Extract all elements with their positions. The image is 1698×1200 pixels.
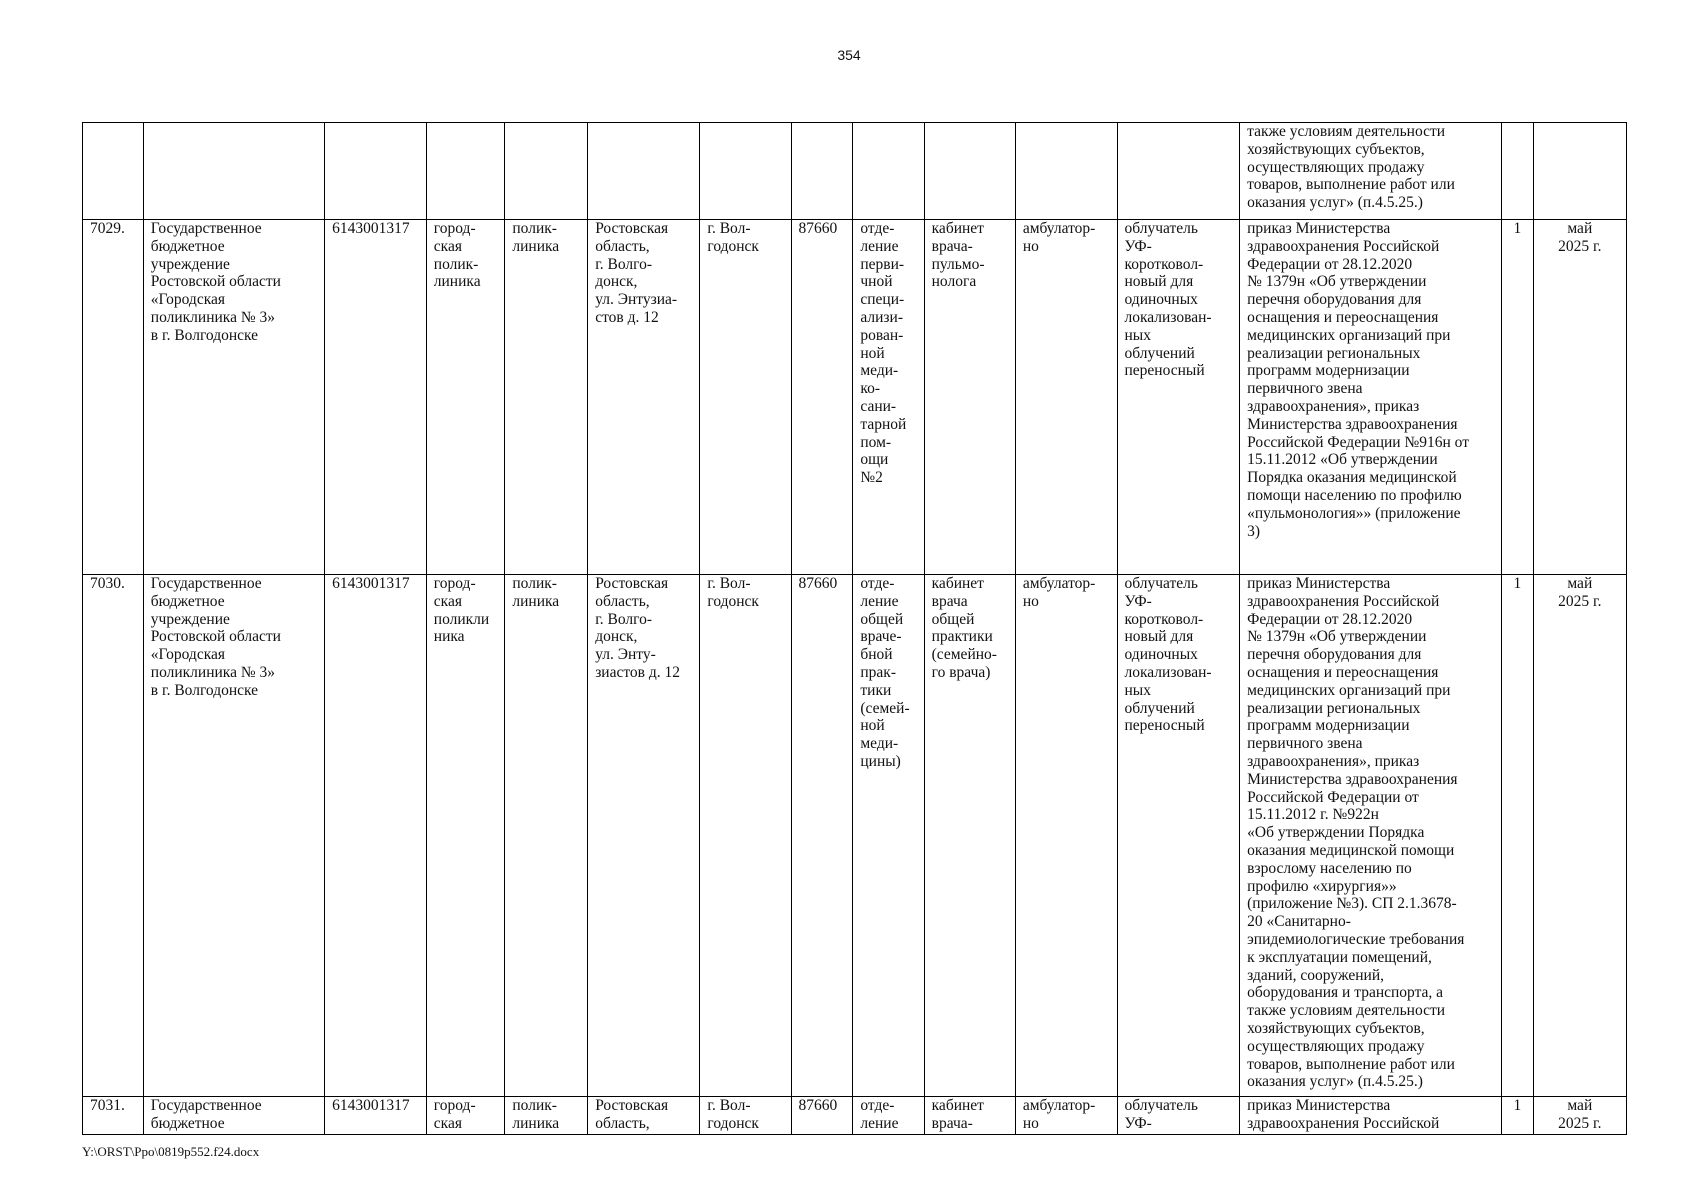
equipment: облучатель УФ- коротковол- новый для одиночных локализован- ных облучений переносный [1124,220,1212,380]
basis-text: приказ Министерства здравоохранения Российской [1247,1097,1440,1132]
cell-inn [325,1097,427,1136]
facility-type: полик- линика [512,1097,560,1132]
city: г. Вол- годонск [707,575,759,610]
cell-city [700,220,791,575]
row-number: 7030. [83,575,144,1097]
inn-value: 6143001317 [332,575,410,592]
quantity: 1 [1513,1097,1522,1114]
cell-facility [505,123,588,220]
city: г. Вол- годонск [707,220,759,255]
department: отде- ление перви- чной специ- ализи- рован- ной меди- ко- сани- тарной пом- ощи №2 [860,220,907,487]
cell-qty [1502,220,1533,575]
cell-code [791,1097,853,1136]
date: май 2025 г. [1558,575,1602,610]
department: отде- ление общей враче- бной прак- тики (семей- ной меди- цины) [860,575,910,770]
basis-text: приказ Министерства здравоохранения Российской Федерации от 28.12.2020 № 1379н «Об утверждении перечня оборудования для оснащения и переоснащения медицинских организаций при реализации региональных программ модернизации первичного звена здравоохранения», приказ Министерства здравоохранения Российской Федерации №916н от 15.11.2012 «Об утверждении Порядка оказания медицинской помощи населению по профилю «пульмонология»» (приложение 3) [1247,220,1469,540]
cell-city [700,1097,791,1136]
cell-inn [325,575,427,1097]
cell-equipment [1117,220,1240,575]
cell-basis [1240,575,1502,1097]
cell-date [1533,575,1626,1097]
cell-code [791,575,853,1097]
table-row [83,220,1627,575]
cell-org-type [426,220,505,575]
cell-code [791,220,853,575]
cell-address [588,1097,700,1136]
cell-department [853,575,924,1097]
room: кабинет врача- пульмо- нолога [931,220,985,291]
cell-care [1015,575,1117,1097]
cell-basis [1240,123,1502,220]
registry-table-viewport [82,122,1627,1135]
org-type: город- ская полик- линика [433,220,481,291]
cell-care [1015,1097,1117,1136]
cell-room [924,220,1015,575]
department: отде- ление [860,1097,899,1132]
table-row [83,1097,1627,1136]
cell-qty [1502,575,1533,1097]
organization-name: Государственное бюджетное учреждение Ростовской области «Городская поликлиника № 3» в г. Волгодонске [150,575,281,699]
cell-address [588,123,700,220]
cell-org [143,575,324,1097]
cell-room [924,1097,1015,1136]
cell-qty [1502,1097,1533,1136]
org-type: город- ская поликли ника [433,575,490,646]
cell-org [143,123,324,220]
care-mode: амбулатор- но [1022,220,1096,255]
room: кабинет врача общей практики (семейно- го врача) [931,575,997,681]
cell-address [588,575,700,1097]
care-mode: амбулатор- но [1022,575,1096,610]
cell-room [924,123,1015,220]
cell-facility [505,575,588,1097]
equipment: облучатель УФ- коротковол- новый для одиночных локализован- ных облучений переносный [1124,575,1212,735]
quantity: 1 [1513,220,1522,237]
document-file-path: Y:\ORST\Ppo\0819p552.f24.docx [82,1144,260,1159]
code: 87660 [798,1097,838,1114]
row-number: 7029. [83,220,144,575]
cell-date [1533,123,1626,220]
date: май 2025 г. [1558,1097,1602,1132]
table-row [83,575,1627,1097]
page-number: 354 [837,47,861,63]
care-mode: амбулатор- но [1022,1097,1096,1132]
cell-date [1533,1097,1626,1136]
cell-org-type [426,1097,505,1136]
registry-table [82,122,1627,1135]
date: май 2025 г. [1558,220,1602,255]
cell-date [1533,220,1626,575]
organization-name: Государственное бюджетное учреждение Ростовской области «Городская поликлиника № 3» в г. Волгодонске [150,220,281,344]
org-type: город- ская [433,1097,476,1132]
city: г. Вол- годонск [707,1097,759,1132]
cell-inn [325,220,427,575]
code: 87660 [798,220,838,237]
facility-type: полик- линика [512,575,560,610]
address: Ростовская область, г. Волго- донск, ул. Энтузиа- стов д. 12 [595,220,678,326]
basis-text: приказ Министерства здравоохранения Российской Федерации от 28.12.2020 № 1379н «Об утверждении перечня оборудования для оснащения и переоснащения медицинских организаций при реализации региональных программ модернизации первичного звена здравоохранения», приказ Министерства здравоохранения Российской Федерации от 15.11.2012 г. №922н «Об утверждении Порядка оказания медицинской помощи взрослому населению по профилю «хирургия»» (приложение №3). СП 2.1.3678- 20 «Санитарно- эпидемиологические требования к эксплуатации помещений, зданий, сооружений, оборудования и транспорта, а также условиям деятельности хозяйствующих субъектов, осуществляющих продажу товаров, выполнение работ или оказания услуг» (п.4.5.25.) [1247,575,1465,1091]
cell-city [700,575,791,1097]
cell-num [83,123,144,220]
facility-type: полик- линика [512,220,560,255]
row-number: 7031. [83,1097,144,1136]
cell-org-type [426,575,505,1097]
cell-basis [1240,220,1502,575]
cell-org-type [426,123,505,220]
address: Ростовская область, [595,1097,669,1132]
quantity: 1 [1513,575,1522,592]
cell-qty [1502,123,1533,220]
cell-department [853,123,924,220]
cell-equipment [1117,575,1240,1097]
room: кабинет врача- [931,1097,984,1132]
code: 87660 [798,575,838,592]
inn-value: 6143001317 [332,1097,410,1114]
continuation-row [83,123,1627,220]
cell-org [143,220,324,575]
cell-room [924,575,1015,1097]
cell-care [1015,220,1117,575]
cell-facility [505,220,588,575]
cell-inn [325,123,427,220]
cell-care [1015,123,1117,220]
cell-address [588,220,700,575]
cell-code [791,123,853,220]
cell-facility [505,1097,588,1136]
organization-name: Государственное бюджетное [150,1097,262,1132]
cell-basis [1240,1097,1502,1136]
address: Ростовская область, г. Волго- донск, ул. Энту- зиастов д. 12 [595,575,681,681]
cell-department [853,220,924,575]
cell-equipment [1117,1097,1240,1136]
cell-equipment [1117,123,1240,220]
basis-text: также условиям деятельности хозяйствующих субъектов, осуществляющих продажу товаров, выполнение работ или оказания услуг» (п.4.5.25.) [1247,123,1455,212]
inn-value: 6143001317 [332,220,410,237]
cell-org [143,1097,324,1136]
cell-city [700,123,791,220]
cell-department [853,1097,924,1136]
equipment: облучатель УФ- [1124,1097,1198,1132]
